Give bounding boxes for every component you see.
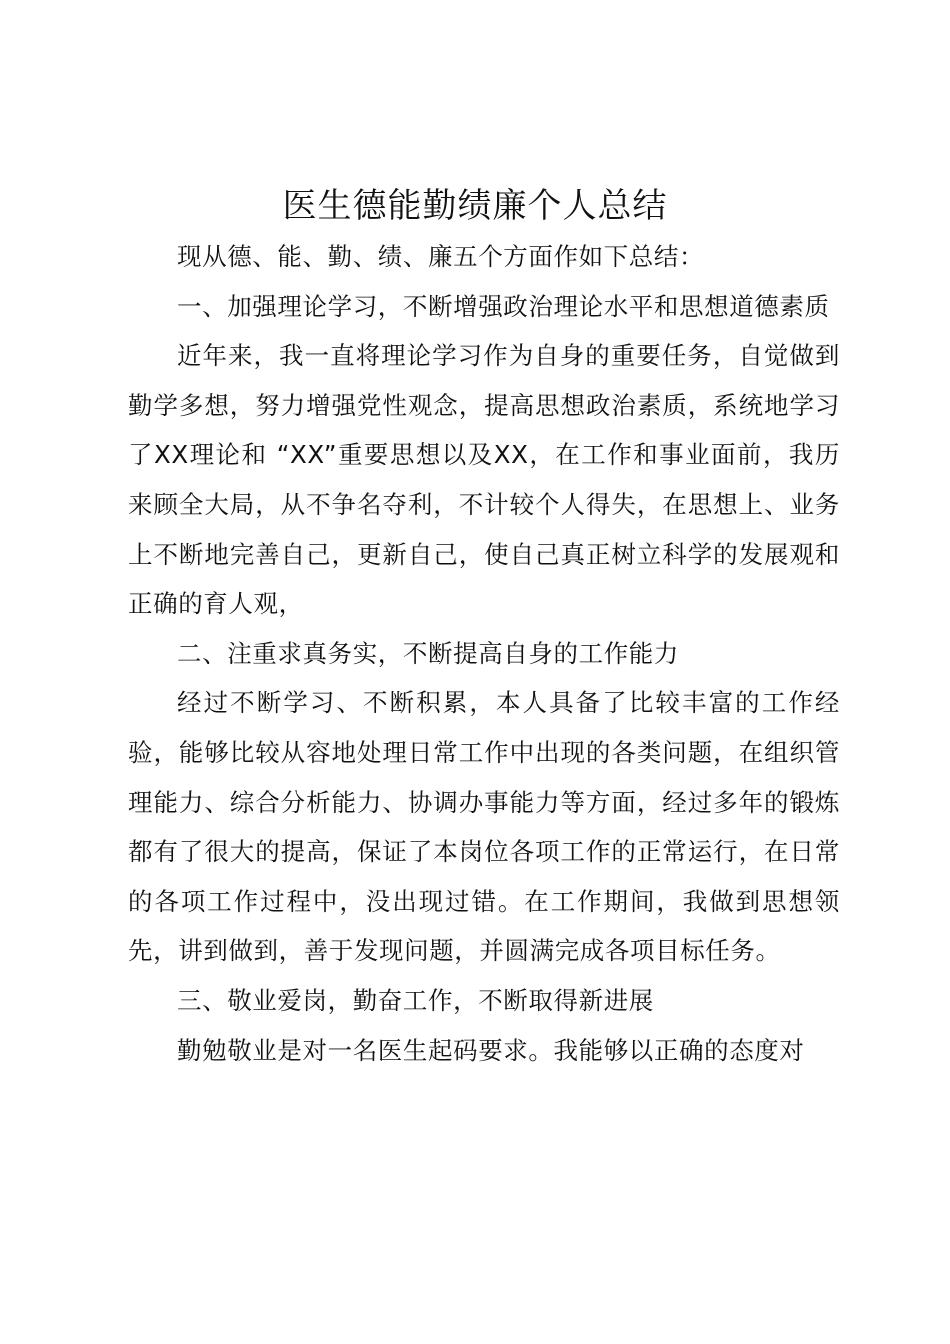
section-1-paragraph: 近年来，我一直将理论学习作为自身的重要任务，自觉做到勤学多想，努力增强党性观念，提高思想政治素质，系统地学习了XX理论和 “XX”重要思想以及XX，在工作和事业面前，我历来顾全大局，从不争名夺利，不计较个人得失，在思想上、业务上不断地完善自己，更新自己，使自己真正树立科学的发展观和正确的育人观，	[128, 341, 840, 619]
section-2-heading: 二、注重求真务实，不断提高自身的工作能力	[177, 638, 679, 668]
section-2-paragraph: 经过不断学习、不断积累，本人具备了比较丰富的工作经验，能够比较从容地处理日常工作中出现的各类问题，在组织管理能力、综合分析能力、协调办事能力等方面，经过多年的锻炼都有了很大的提高，保证了本岗位各项工作的正常运行，在日常的各项工作过程中，没出现过错。在工作期间，我做到思想领先，讲到做到，善于发现问题，并圆满完成各项目标任务。	[128, 688, 840, 966]
section-1-heading: 一、加强理论学习，不断增强政治理论水平和思想道德素质	[177, 291, 830, 321]
document-body	[128, 232, 840, 1075]
intro-paragraph: 现从德、能、勤、绩、廉五个方面作如下总结：	[177, 242, 705, 271]
section-3-heading: 三、敬业爱岗，勤奋工作，不断取得新进展	[177, 985, 654, 1015]
document-title: 医生德能勤绩廉个人总结	[282, 186, 668, 226]
section-3-paragraph: 勤勉敬业是对一名医生起码要求。我能够以正确的态度对	[177, 1035, 805, 1065]
